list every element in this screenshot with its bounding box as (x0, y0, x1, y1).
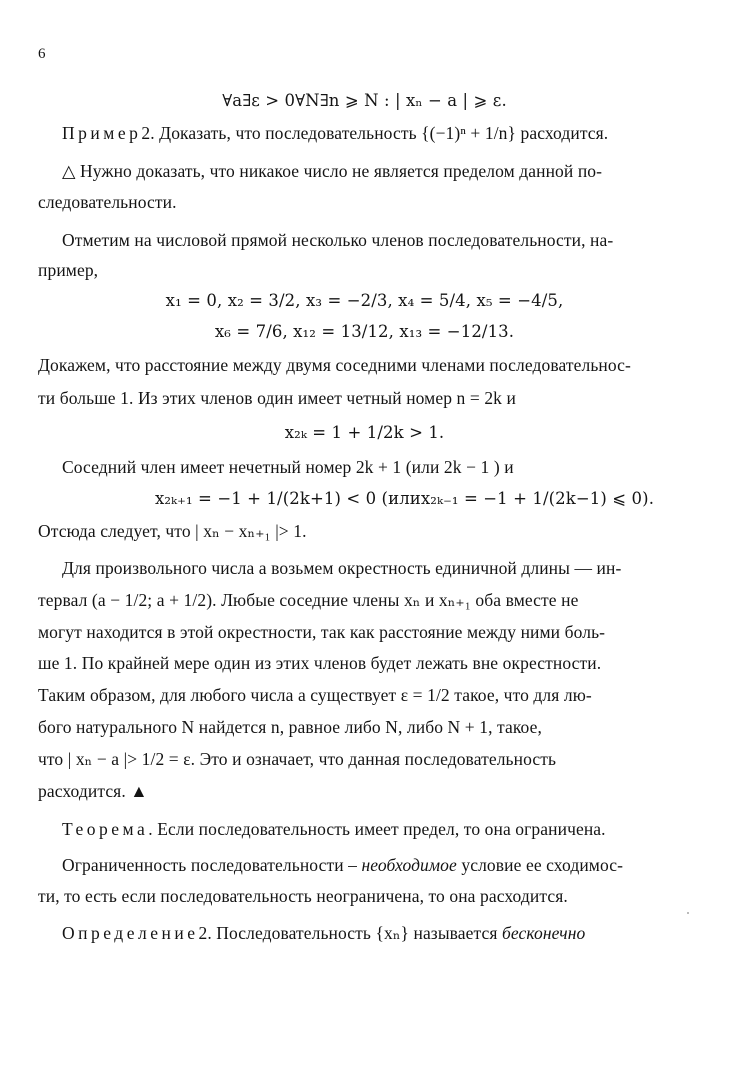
scan-speck (687, 912, 689, 914)
arbitrary-para-line-1: Для произвольного числа a возьмем окрестность единичной длины — ин- (62, 558, 622, 578)
definition-2 (62, 922, 585, 944)
proof-start-line-2: следовательности. (38, 192, 177, 212)
distance-para-line-2: ти больше 1. Из этих членов один имеет четный номер n = 2k и (38, 388, 516, 408)
even-term-formula: x₂ₖ = 1 + 1/2k > 1. (284, 423, 445, 442)
arbitrary-para-line-2: тервал (a − 1/2; a + 1/2). Любые соседние члены xₙ и xₙ₊₁ оба вместе не (38, 590, 579, 610)
proof-start-line-1: △ Нужно доказать, что никакое число не является пределом данной по- (62, 161, 603, 181)
odd-term-formula: x₂ₖ₊₁ = −1 + 1/(2k+1) < 0 (илиx₂ₖ₋₁ = −1 + 1/(2k−1) ⩽ 0). (154, 489, 655, 508)
theorem-label: Теорема (62, 819, 149, 839)
arbitrary-para-line-6: бого натурального N найдется n, равное либо N, либо N + 1, такое, (38, 717, 542, 737)
example-label: Пример (62, 123, 142, 143)
definition-text: 2. Последовательность {xₙ} называется (198, 923, 502, 943)
bounded-para-line-1 (62, 854, 623, 876)
arbitrary-para-line-7: что | xₙ − a |> 1/2 = ε. Это и означает, что данная последовательность (38, 749, 557, 769)
bounded-text-a: Ограниченность последовательности – (62, 855, 362, 875)
bounded-text-b: условие ее сходимос- (456, 855, 624, 875)
example-text: 2. Доказать, что последовательность {(−1)ⁿ + 1/n} расходится. (141, 123, 609, 143)
distance-para-line-1: Докажем, что расстояние между двумя соседними членами последовательнос- (38, 355, 631, 375)
neighbor-line: Соседний член имеет нечетный номер 2k + 1 (или 2k − 1 ) и (62, 457, 514, 477)
arbitrary-para-line-5: Таким образом, для любого числа a существует ε = 1/2 такое, что для лю- (38, 685, 592, 705)
arbitrary-para-line-3: могут находится в этой окрестности, так как расстояние между ними боль- (38, 622, 606, 642)
arbitrary-para-line-4: ше 1. По крайней мере один из этих членов будет лежать вне окрестности. (38, 653, 602, 673)
bounded-para-line-2: ти, то есть если последовательность неограничена, то она расходится. (38, 886, 568, 906)
definition-emphasis: бесконечно (502, 923, 586, 943)
definition-label: Определение (62, 923, 199, 943)
hence-line: Отсюда следует, что | xₙ − xₙ₊₁ |> 1. (38, 521, 307, 541)
terms-formula-2: x₆ = 7/6, x₁₂ = 13/12, x₁₃ = −12/13. (214, 322, 515, 341)
mark-para-line-2: пример, (38, 260, 99, 280)
terms-formula-1: x₁ = 0, x₂ = 3/2, x₃ = −2/3, x₄ = 5/4, x₅ = −4/5, (165, 291, 564, 310)
mark-para-line-1: Отметим на числовой прямой несколько членов последовательности, на- (62, 230, 614, 250)
divergence-formula: ∀a∃ε > 0∀N∃n ⩾ N : | xₙ − a | ⩾ ε. (222, 91, 507, 110)
example-2 (62, 122, 608, 144)
bounded-emphasis: необходимое (361, 855, 457, 875)
arbitrary-para-line-8: расходится. ▲ (38, 781, 148, 801)
theorem-text: . Если последовательность имеет предел, то она ограничена. (148, 819, 606, 839)
page-number: 6 (38, 46, 46, 62)
theorem (62, 818, 606, 840)
